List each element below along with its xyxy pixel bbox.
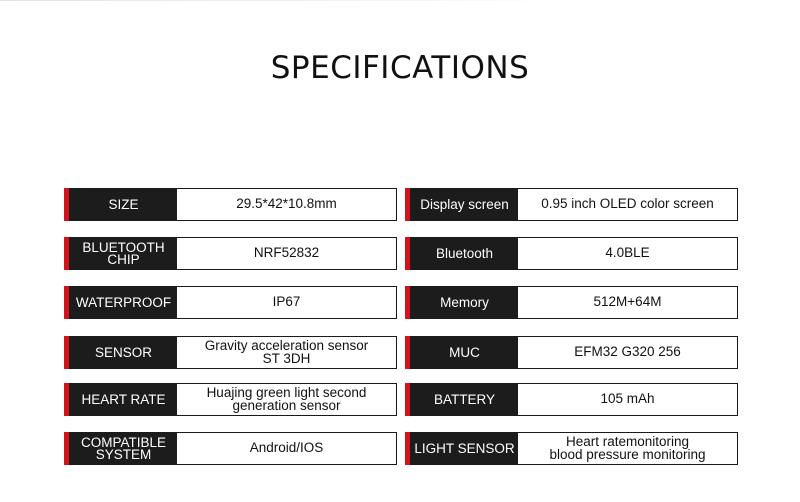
spec-value: NRF52832 — [253, 245, 320, 261]
spec-label: SIZE — [65, 189, 177, 220]
spec-label: HEART RATE — [65, 384, 177, 415]
top-divider — [0, 0, 560, 1]
spec-value: IP67 — [272, 294, 301, 310]
spec-value: 29.5*42*10.8mm — [236, 196, 337, 212]
spec-row-compatible-system — [64, 432, 397, 465]
spec-row-light-sensor — [405, 432, 738, 465]
spec-row-sensor — [64, 336, 397, 369]
spec-label: LIGHT SENSOR — [406, 433, 518, 464]
spec-row-bluetooth — [405, 237, 738, 270]
spec-value: Huajing green light second generation sensor — [206, 385, 367, 413]
spec-row-heart-rate — [64, 383, 397, 416]
spec-label: WATERPROOF — [65, 287, 177, 318]
spec-row-bluetooth-chip — [64, 237, 397, 270]
spec-value: EFM32 G320 256 — [574, 344, 681, 360]
spec-value: 512M+64M — [593, 294, 662, 310]
page-title: SPECIFICATIONS — [270, 50, 530, 86]
spec-label: BLUETOOTH CHIP — [65, 238, 177, 269]
spec-label: BATTERY — [406, 384, 518, 415]
spec-value: 0.95 inch OLED color screen — [541, 196, 714, 212]
spec-row-memory — [405, 286, 738, 319]
spec-value: Gravity acceleration sensor ST 3DH — [204, 338, 369, 366]
spec-label: SENSOR — [65, 337, 177, 368]
spec-label: Memory — [406, 287, 518, 318]
spec-value: 4.0BLE — [605, 245, 650, 261]
spec-label: COMPATIBLE SYSTEM — [65, 433, 177, 464]
spec-row-display-screen — [405, 188, 738, 221]
spec-row-waterproof — [64, 286, 397, 319]
spec-row-size — [64, 188, 397, 221]
spec-label: Bluetooth — [406, 238, 518, 269]
spec-row-muc — [405, 336, 738, 369]
spec-row-battery — [405, 383, 738, 416]
spec-label: MUC — [406, 337, 518, 368]
spec-value: 105 mAh — [600, 391, 655, 407]
spec-label: Display screen — [406, 189, 518, 220]
spec-value: Android/IOS — [249, 440, 324, 456]
spec-value: Heart ratemonitoring blood pressure monitoring — [549, 434, 706, 462]
